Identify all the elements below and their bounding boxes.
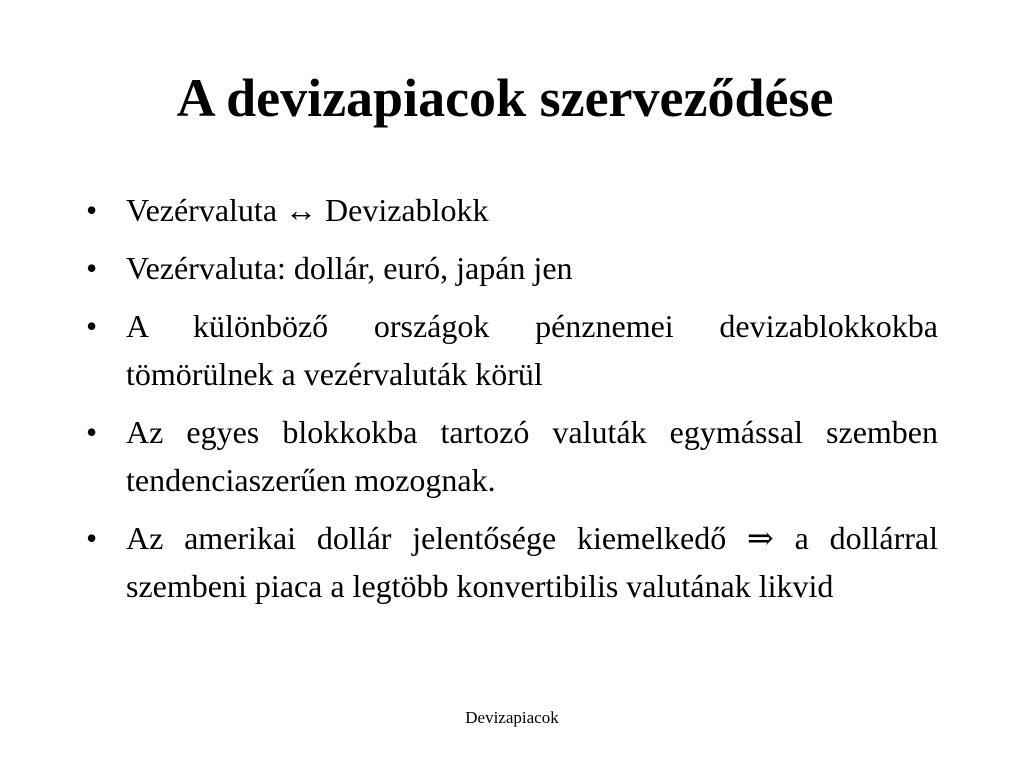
bullet-text: A különböző országok pénznemei devizablokkokba tömörülnek a vezérvaluták körül (126, 308, 938, 392)
bullet-item (86, 408, 938, 504)
bullet-icon: • (86, 520, 98, 556)
bullet-item (86, 244, 938, 292)
bullet-text: Az amerikai dollár jelentősége kiemelkedő ⇒ a dollárral szembeni piaca a legtöbb konvertibilis valutának likvid (126, 520, 938, 604)
slide-footer: Devizapiacok (465, 708, 559, 727)
bullet-item (86, 302, 938, 398)
bullet-icon: • (86, 250, 98, 286)
bullet-item (86, 186, 938, 234)
bullet-text: Az egyes blokkokba tartozó valuták egymással szemben tendenciaszerűen mozognak. (126, 414, 938, 498)
bullet-icon: • (86, 308, 98, 344)
bullet-text: Vezérvaluta: dollár, euró, japán jen (126, 250, 573, 286)
bullet-item (86, 514, 938, 610)
slide-title: A devizapiacok szerveződése (176, 68, 834, 128)
bullet-icon: • (86, 414, 98, 450)
bullet-icon: • (86, 192, 98, 228)
bullet-text: Vezérvaluta ↔ Devizablokk (126, 192, 489, 228)
bullet-list (86, 186, 938, 620)
